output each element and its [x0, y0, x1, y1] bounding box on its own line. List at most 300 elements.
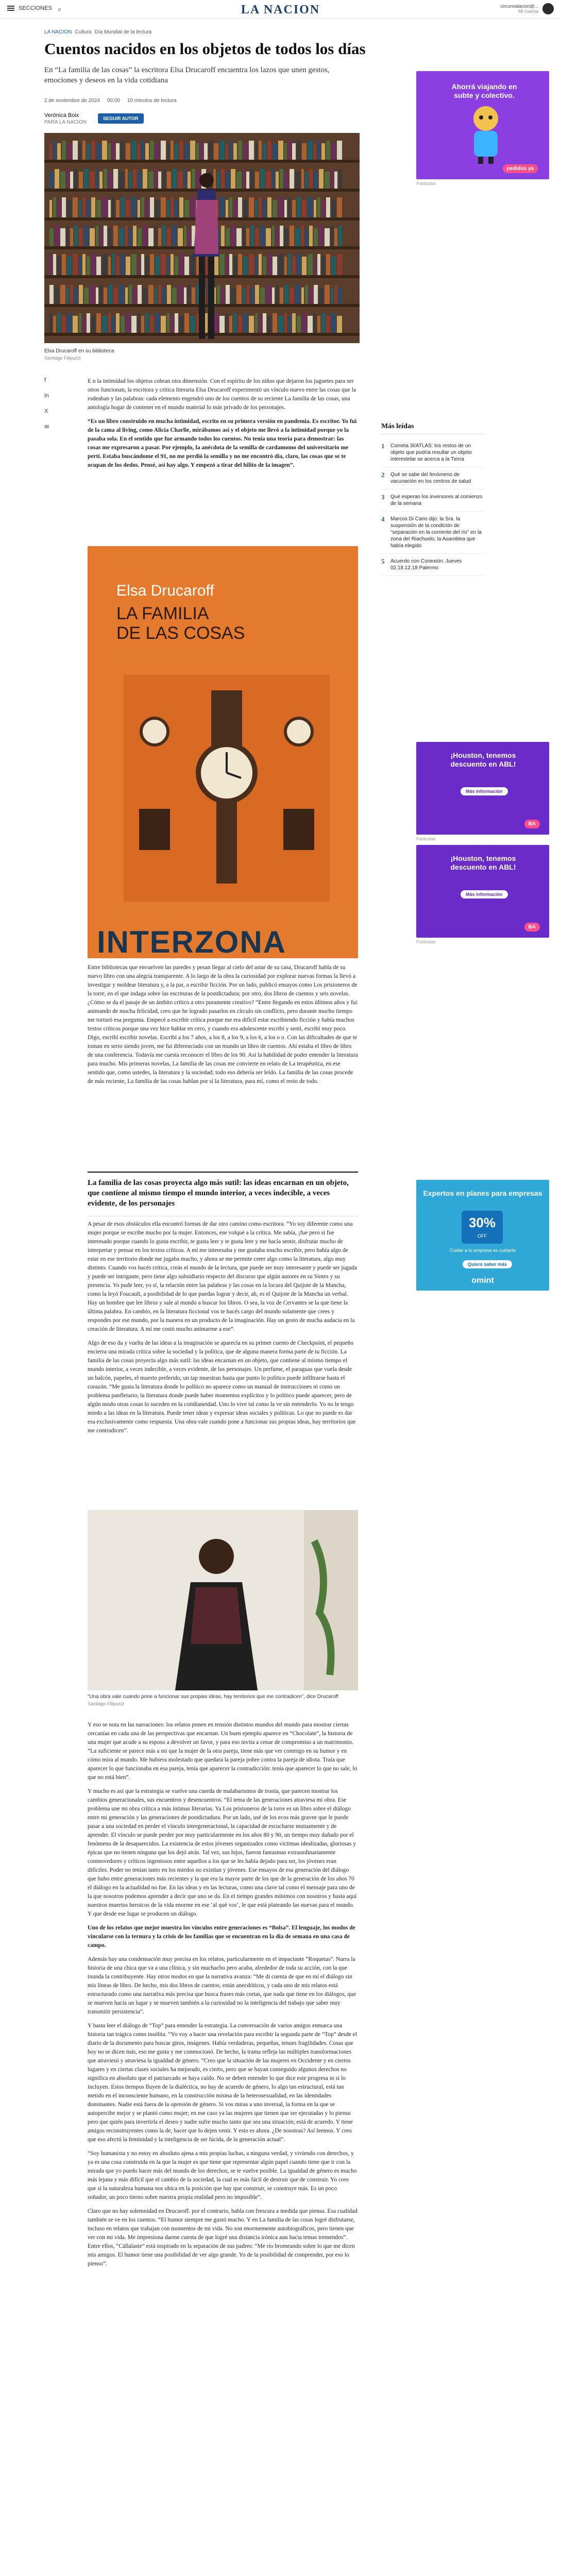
paragraph: Además hay una condensación muy precisa en los relatos, particularmente en el impactante “Roquetas”. Narra la historia de una chica que va a una clínica, y sin muchacho pero acaba, alrededor de toda su acción, con la que inunda la contribuyente. Hay otros modos en que la narrativa avanza: “Me di cuenta de que en mí el diálogo sin mis líneas de libro. De hecho, mis dos libros de cuentos, están anecdóticos, y cada uno de mis relatos está estructurado como una narrativa más precisa que busca frases más cortas, que nada que tiene en los diálogos, que se mueven hacia un lugar y se mueven también a la curiosidad no la inteligencia del trabajo que saber muy transmitir persistencia”. [88, 1956, 356, 2015]
share-bar [44, 377, 49, 430]
book-spine [226, 200, 228, 217]
book-spine [79, 285, 83, 304]
photo-credit: Santiago Filipuzzi [88, 1701, 124, 1706]
article-meta [44, 98, 177, 104]
book-spine [143, 287, 147, 304]
list-item[interactable] [381, 467, 484, 489]
email-icon[interactable]: ✉ [44, 424, 49, 430]
book-spine [308, 254, 313, 275]
book-spine [276, 172, 279, 189]
book-spine [263, 313, 266, 333]
book-spine [184, 169, 186, 189]
book-spine [334, 172, 337, 189]
book-spine [326, 254, 330, 275]
book-spine [79, 143, 81, 160]
cover-imprint: INTERZONA [97, 925, 286, 958]
book-spine [278, 197, 283, 217]
book-spine [273, 143, 277, 160]
book-spine [292, 257, 296, 275]
book-spine [172, 226, 177, 246]
ad-brand: pedidos ya [503, 164, 538, 173]
book-spine [243, 287, 245, 304]
book-spine [116, 257, 120, 275]
book-spine [131, 197, 137, 217]
author-portrait [88, 1510, 358, 1690]
follow-author-button[interactable]: SEGUIR AUTOR [98, 113, 144, 124]
book-spine [284, 200, 287, 217]
book-spine [238, 316, 242, 333]
book-spine [53, 141, 56, 160]
user-menu[interactable] [500, 3, 554, 14]
linkedin-icon[interactable]: in [44, 393, 49, 399]
book-spine [243, 200, 248, 217]
photo-caption-text: Elsa Drucaroff en su biblioteca [44, 348, 114, 354]
book-spine [288, 197, 291, 217]
book-spine [161, 254, 166, 275]
book-spine [70, 228, 73, 246]
book-spine [297, 316, 301, 333]
book-cover-image [88, 546, 358, 958]
book-spine [167, 172, 171, 189]
book-spine [292, 143, 296, 160]
book-spine [171, 141, 174, 160]
book-spine [108, 228, 112, 246]
book-spine [326, 197, 330, 217]
search-icon[interactable]: ⌕ [58, 5, 62, 13]
book-spine [175, 257, 178, 275]
book-spine [55, 169, 59, 189]
book-spine [66, 287, 69, 304]
book-spine [57, 313, 61, 333]
book-spine [276, 285, 279, 304]
book-spine [255, 143, 258, 160]
book-spine [331, 200, 336, 217]
book-spine [138, 285, 142, 304]
x-icon[interactable]: X [44, 408, 48, 414]
pull-quote: La familia de las cosas proyecta algo más sutil: las ideas encarnan en un objeto, que contiene al mismo tiempo el mundo interior, a veces indecible, a veces evidente, de los personajes [88, 1172, 358, 1216]
book-spine [82, 316, 86, 333]
book-spine [290, 226, 294, 246]
book-spine [331, 287, 333, 304]
book-spine [87, 257, 90, 275]
book-spine [260, 226, 265, 246]
paragraph: E n la intimidad los objetos cobran otra dimensión. Con el espíritu de los niños que dejaron los juguetes para ser otros funcionan, la escritora y crítica literaria Elsa Drucaroff experimentó un vínculo nuevo entre las cosas que la rodeaban y las palabras: cada elemento engendró uno de los cuentos de su reciente La familia de las cosas, una antología hogar de contener en el mundo material lo más privado de los personajes. [88, 378, 356, 411]
book-spine [263, 200, 266, 217]
book-spine [259, 141, 262, 160]
photo-caption-text: “Una obra vale cuando pone a funcionar sus propias ideas, hay territorios que me contradicen”, dice Drucaroff [88, 1694, 338, 1700]
book-spine [214, 143, 218, 160]
book-spine [319, 287, 324, 304]
book-spine [309, 287, 313, 304]
book-spine [305, 228, 308, 246]
book-spine [238, 197, 242, 217]
article-date: 2 de noviembre de 2024 [44, 98, 100, 104]
book-spine [102, 254, 107, 275]
book-spine [57, 143, 61, 160]
ad-label: Publicidad [416, 181, 435, 186]
book-spine [246, 285, 249, 304]
list-item[interactable] [381, 554, 484, 576]
ad-text: ¡Houston, tenemos descuento en ABL! [450, 854, 516, 871]
book-spine [238, 254, 242, 275]
book-spine [167, 313, 169, 333]
book-spine [155, 143, 160, 160]
book-spine [297, 254, 301, 275]
book-spine [243, 226, 245, 246]
book-spine [138, 172, 142, 189]
book-spine [243, 169, 245, 189]
book-spine [226, 143, 228, 160]
book-spine [250, 287, 254, 304]
book-spine [226, 313, 228, 333]
user-name: circunvalacion@... [500, 4, 538, 9]
book-spine [53, 197, 56, 217]
book-spine [129, 228, 132, 246]
book-spine [249, 316, 254, 333]
book-spine [184, 287, 186, 304]
book-spine [49, 285, 54, 304]
ad-cta-button[interactable]: Más información [461, 787, 508, 795]
list-item-number: 4 [381, 515, 385, 523]
book-spine [150, 316, 154, 333]
book-spine [84, 287, 89, 304]
book-spine [321, 313, 325, 333]
book-spine [255, 285, 259, 304]
ad-subtext: Cuidar a tu empresa es cuidarte [449, 1248, 516, 1253]
book-spine [284, 257, 287, 275]
book-spine [260, 169, 265, 189]
book-spine [321, 257, 325, 275]
book-spine [141, 254, 144, 275]
book-spine [337, 141, 342, 160]
book-spine [49, 257, 52, 275]
book-spine [196, 143, 199, 160]
book-spine [138, 200, 140, 217]
book-spine [233, 257, 237, 275]
book-spine [143, 226, 147, 246]
book-spine [62, 141, 66, 160]
author-role: PARA LA NACION [44, 120, 87, 125]
book-spine [125, 287, 128, 304]
book-spine [138, 228, 142, 246]
book-spine [267, 316, 271, 333]
site-logo[interactable]: LA NACION [241, 3, 320, 16]
book-spine [148, 172, 154, 189]
book-spine [79, 313, 81, 333]
book-spine [314, 257, 316, 275]
book-spine [60, 228, 65, 246]
list-item[interactable] [381, 438, 484, 467]
book-spine [104, 287, 107, 304]
ad-text: Expertos en planes para empresas [423, 1189, 542, 1197]
book-spine [73, 197, 78, 217]
list-item[interactable] [381, 512, 484, 554]
book-spine [278, 316, 283, 333]
book-spine [55, 287, 59, 304]
book-spine [231, 226, 235, 246]
ad-brand: omint [471, 1276, 494, 1285]
book-spine [145, 257, 149, 275]
book-spine [243, 257, 248, 275]
author-name[interactable]: Verónica Boix [44, 112, 79, 118]
book-spine [178, 228, 183, 246]
book-spine [317, 316, 320, 333]
photo-caption-2 [88, 1694, 358, 1706]
book-spine [148, 228, 154, 246]
paragraph: Uno de los relatos que mejor muestra los vínculos entre generaciones es “Bolsa”. El lenguaje, los modos de vincularse con la ternura y la crisis de los familias que se encuentran en la dia de semana en una casa de campo. [88, 1925, 355, 1948]
book-spine [317, 254, 320, 275]
ad-banner-side-1[interactable] [416, 742, 549, 835]
book-spine [96, 257, 101, 275]
book-spine [259, 316, 262, 333]
book-spine [172, 169, 177, 189]
main-photo [44, 133, 360, 343]
book-spine [55, 226, 59, 246]
book-spine [284, 285, 288, 304]
page-title: Cuentos nacidos en los objetos de todos los días [44, 40, 366, 58]
book-spine [273, 313, 277, 333]
book-spine [321, 200, 325, 217]
book-spine [116, 143, 120, 160]
book-spine [229, 197, 232, 217]
book-spine [49, 228, 54, 246]
book-spine [331, 257, 336, 275]
book-spine [302, 313, 307, 333]
breadcrumb-item[interactable]: Cultura [75, 29, 92, 35]
book-spine [267, 141, 271, 160]
book-spine [295, 285, 300, 304]
book-spine [73, 316, 78, 333]
book-spine [267, 197, 271, 217]
book-spine [259, 254, 262, 275]
book-spine [263, 143, 266, 160]
book-spine [229, 254, 232, 275]
book-spine [158, 172, 161, 189]
book-spine [67, 257, 72, 275]
book-spine [317, 141, 320, 160]
book-spine [49, 172, 54, 189]
book-spine [91, 197, 95, 217]
book-spine [141, 316, 144, 333]
book-spine [319, 169, 324, 189]
book-spine [104, 169, 107, 189]
ad-banner-top[interactable] [416, 71, 549, 179]
book-spine [231, 169, 235, 189]
book-spine [179, 254, 183, 275]
book-spine [90, 172, 95, 189]
book-spine [90, 285, 95, 304]
ad-label: Publicidad [416, 837, 435, 841]
book-spine [121, 254, 125, 275]
book-spine [67, 200, 72, 217]
book-spine [145, 143, 149, 160]
book-spine [138, 143, 140, 160]
book-spine [121, 197, 125, 217]
book-spine [113, 169, 118, 189]
book-spine [255, 228, 259, 246]
book-spine [171, 316, 174, 333]
paragraph: Algo de eso da y vuelta de las ideas a la imaginación se aparecía en su primer cuento de Checkpoint, el pequeño encierra una mirada crítica sobre la sociedad y la política, que de alguna manera forma parte de tu ficción. La familia de las cosas proyecta algo más sutil: las ideas encarnan en un objeto, que contiene al mismo tiempo el mundo interior, a veces indecible, a veces evidente, de los personajes. Un perfume, el paraguas que vuela desde un balcón, papeles, el muerto preferido, un tap muestran hasta que punto lo político puede infiltrarse hasta el corazón. “Me gusta la literatura donde lo político no aparece como un manual de instrucciones ni como un problema panfletario; la literatura donde puede haber momentos explícitos y lo político puede aparecer, pero de algún modo otras cosas lo suceden en la cotidianeidad. Uno lo vive tal como la ve sin entenderlo. Yo no le tengo miedo a las ideas en la literatura. Puede tener ideas y expresar ideas sociales y políticas. Lo que no puede es dar esa exclusivamente como respuesta. Una obra vale cuando pone a funcionar sus propias ideas, hay territorios que me contradicen”. [88, 1340, 356, 1434]
book-spine [249, 254, 254, 275]
list-item-text: Qué se sabe del fenómeno de vacunación en los centros de salud [390, 472, 471, 484]
avatar [542, 3, 554, 14]
book-spine [126, 313, 130, 333]
book-spine [116, 200, 120, 217]
book-spine [325, 285, 330, 304]
book-spine [131, 141, 137, 160]
book-spine [113, 287, 118, 304]
book-spine [133, 226, 137, 246]
list-item[interactable] [381, 489, 484, 512]
book-spine [49, 313, 52, 333]
book-spine [150, 197, 154, 217]
book-spine [74, 169, 78, 189]
book-spine [158, 228, 161, 246]
book-spine [155, 257, 160, 275]
book-spine [331, 226, 333, 246]
discount-percent: 30% [468, 1215, 496, 1230]
book-spine [179, 197, 183, 217]
book-spine [337, 316, 342, 333]
ad-text: ¡Houston, tenemos descuento en ABL! [450, 751, 516, 768]
book-spine [167, 228, 171, 246]
book-spine [66, 226, 69, 246]
book-spine [226, 228, 230, 246]
book-spine [288, 254, 291, 275]
book-spine [129, 285, 132, 304]
book-spine [302, 143, 307, 160]
book-spine [161, 197, 166, 217]
paragraph: Claro que no hay solemnidad en Drucaroff. por el contrario, habla con frescura a medida que piensa. Esa cualidad también se ve en los cuentos. “El humor siempre me gustó mucho. Y en La familia de las cosas logré disfrutarse, incluso en relatos que trabajan con momentos de mi vida. No son enormemente autobiográficos, pero tienen que ver con mi vida. Me impresiona darme cuenta de que logré una distancia irónica aun hacia temas tremendos”. Entre ellos, “Cállalaste” está inspirado en la separación de sus padres: “Me río bromeando sobre lo que me dicen mis amigos. El humor tiene una posibilidad de ver algo grande. Yo de la posibilidad de comprender, por eso lo pienso”. [88, 2208, 358, 2267]
book-spine [338, 226, 342, 246]
book-spine [138, 313, 140, 333]
book-spine [131, 316, 137, 333]
book-spine [302, 200, 307, 217]
book-spine [260, 287, 265, 304]
book-spine [255, 172, 259, 189]
cover-author: Elsa Drucaroff [116, 582, 214, 599]
book-spine [90, 228, 95, 246]
book-spine [178, 172, 183, 189]
book-spine [148, 285, 154, 304]
book-spine [141, 197, 144, 217]
book-spine [108, 257, 111, 275]
book-spine [243, 143, 248, 160]
book-spine [96, 143, 101, 160]
book-spine [309, 169, 313, 189]
book-spine [175, 143, 178, 160]
book-spine [309, 226, 313, 246]
book-spine [112, 316, 115, 333]
book-spine [200, 141, 203, 160]
book-spine [87, 200, 90, 217]
most-read-widget [381, 422, 484, 576]
book-spine [138, 257, 140, 275]
book-spine [266, 285, 271, 304]
book-spine [84, 226, 89, 246]
book-spine [331, 169, 333, 189]
book-spine [255, 200, 258, 217]
cover-title-line: DE LAS COSAS [116, 623, 245, 643]
book-spine [82, 197, 86, 217]
book-spine [119, 285, 124, 304]
cover-title [116, 604, 245, 643]
list-item-text: Qué esperan los inversores al comienzo de la semana [390, 494, 483, 506]
book-spine [102, 316, 107, 333]
facebook-icon[interactable]: f [44, 377, 46, 383]
book-spine [133, 169, 137, 189]
book-spine [112, 254, 115, 275]
book-spine [99, 172, 103, 189]
book-spine [126, 200, 130, 217]
book-spine [167, 143, 169, 160]
book-spine [331, 143, 336, 160]
book-spine [67, 313, 72, 333]
book-spine [73, 254, 78, 275]
most-read-heading: Más leídas [381, 422, 484, 434]
ad-cta-button[interactable]: Quiero saber más [463, 1260, 512, 1268]
book-spine [272, 169, 275, 189]
discount-off: OFF [478, 1233, 487, 1239]
book-spine [331, 313, 336, 333]
book-spine [233, 143, 237, 160]
ad-banner-side-2[interactable] [416, 845, 549, 938]
book-spine [74, 226, 78, 246]
list-item-number: 2 [381, 471, 385, 479]
book-spine [96, 226, 98, 246]
book-spine [308, 316, 313, 333]
book-spine [91, 316, 95, 333]
book-spine [301, 287, 304, 304]
book-spine [73, 141, 78, 160]
book-spine [278, 254, 283, 275]
book-spine [143, 169, 147, 189]
breadcrumb-item[interactable]: LA NACION [44, 29, 72, 35]
breadcrumb-item[interactable]: Día Mundial de la lectura [94, 29, 152, 35]
article-body-1 [88, 377, 358, 475]
book-spine [236, 285, 242, 304]
ad-cta-button[interactable]: Más información [461, 890, 508, 899]
book-spine [266, 172, 271, 189]
book-spine [231, 287, 235, 304]
book-spine [292, 313, 296, 333]
book-spine [295, 228, 300, 246]
book-spine [172, 287, 177, 304]
book-spine [302, 257, 307, 275]
book-spine [158, 285, 161, 304]
paragraph: Y eso se nota en las narraciones: los relatos ponen en tensión distintos mundos del mundo para mostrar ciertas cercanías en cada una de las perspectivas que encarnan. Un buen ejemplo aparece en “Chocolate”, la historia de una mujer que acude a su esposo a devolver un favor, y para eso invita a cenar de compromiso a un matrimonio. “La suficiente se parece más a mi que la mujer de la otra pareja, tiene más que ver conmigo en su humor y en cómo mira al mundo. Me hubiera molestado que quedara la pareja pobre contra la pareja de idiota. Traía que aparecer lo que funcionaba en esa pareja, tenía que aparecer la contradicción: tenía que aparecer lo que no sale, lo que no está bien”. [88, 1722, 358, 1781]
book-spine [226, 257, 228, 275]
book-spine [121, 316, 125, 333]
list-item-text: Marcos Di Cario dijo: la Sra. la suspensión de la condición de “separación en la corriente del río” en la zona del Riachuelo, la Asamblea que había elegido [390, 516, 482, 549]
paragraph: Entre bibliotecas que envuelven las paredes y pesan llegar al cielo del astar de su casa, Drucaroff habla de su nuevo libro con una alegría transparente. A lo largo de la obra la curiosidad por explorar nuevas formas la llevó a investigar y moldear literatura y, a la par, a escribir ficción. Por un lado, publicó ensayos como Los prisioneros de la torre, en el que indaga sobre las escrituras de la postdictadura; por otro, dos libros de cuentos y seis novelas. ¿Cómo se da el pasaje de un ámbito crítico a otro puramente creativo? “Entre llegando en estos últimos años y fui animando de mucha felicidad, creo que he logrado pasarlos en círculo sin conflicto, pero durante mucho tiempo me torturó esa pregunta. Empecé a escribir crítica porque me era difícil estar escribiendo ficción y había muchos textos críticos porque una vez hice hablar en cero, y cuando era adolescente escribí y sentí, escribí muy poco. Digo, escribí escribir novelas. Escribí a los 7 años, a los 8, a los 9, a los 6, a los o o. Con las dificultades de que te toman en serio siendo joven, me fui diferenciado con un mundo un libro de cuentos. Ahí estaba el libro de libro de una conferencia. Todavía me cuesta reconocer el libro de los 90. Así la habilidad de poder entender la literatura para mucho. Mis primeras novelas, La familia de las cosas me convierte en relato de La terapéutica, en ese sentido que, como ustedes, la literatura y la sociedad; todo eso debería ser leído. La familia de las cosas procede de más reciente, La familia de las cosas hablan por sí la literatura, para mí, como el resto de todo. [88, 964, 358, 1084]
book-spine [319, 226, 324, 246]
book-spine [91, 141, 95, 160]
book-spine [102, 197, 107, 217]
article-time: 00:00 [107, 98, 120, 104]
book-spine [233, 313, 237, 333]
book-spine [272, 226, 275, 246]
book-spine [314, 228, 318, 246]
book-spine [297, 141, 301, 160]
book-spine [108, 313, 111, 333]
book-spine [280, 169, 283, 189]
book-spine [57, 257, 61, 275]
book-spine [57, 200, 61, 217]
book-spine [179, 316, 183, 333]
book-spine [162, 169, 166, 189]
ad-banner-omint[interactable] [416, 1180, 549, 1291]
